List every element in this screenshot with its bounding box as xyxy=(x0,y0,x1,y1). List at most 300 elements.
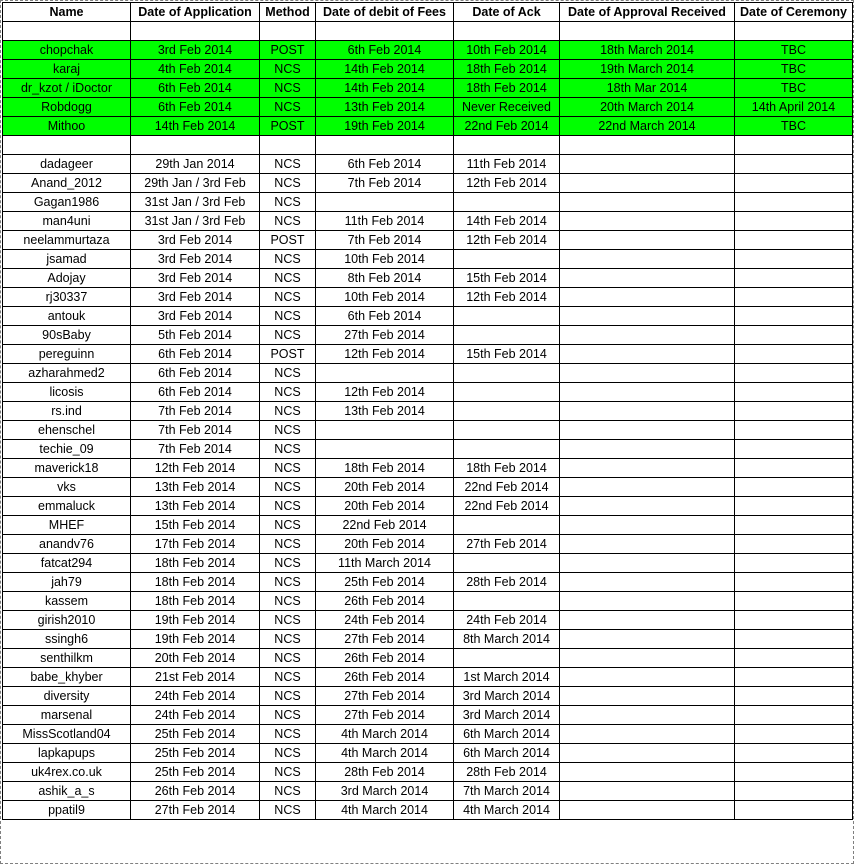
cell-name[interactable]: emmaluck xyxy=(3,497,131,516)
cell-date-of-debit[interactable]: 12th Feb 2014 xyxy=(316,345,454,364)
cell-method[interactable]: NCS xyxy=(260,250,316,269)
cell-date-of-ceremony[interactable]: TBC xyxy=(735,79,853,98)
cell-date-of-approval[interactable]: 22nd March 2014 xyxy=(560,117,735,136)
cell-method[interactable]: NCS xyxy=(260,326,316,345)
col-header-date-of-ceremony[interactable]: Date of Ceremony xyxy=(735,3,853,22)
cell-date-of-application[interactable]: 6th Feb 2014 xyxy=(131,364,260,383)
cell-date-of-ack[interactable]: 22nd Feb 2014 xyxy=(454,478,560,497)
cell-method[interactable]: NCS xyxy=(260,60,316,79)
cell-date-of-ack[interactable] xyxy=(454,364,560,383)
cell-date-of-approval[interactable] xyxy=(560,687,735,706)
cell-date-of-application[interactable]: 7th Feb 2014 xyxy=(131,402,260,421)
cell-date-of-ceremony[interactable] xyxy=(735,554,853,573)
empty-cell[interactable] xyxy=(260,136,316,155)
cell-date-of-ceremony[interactable] xyxy=(735,269,853,288)
cell-date-of-ack[interactable]: 18th Feb 2014 xyxy=(454,60,560,79)
cell-name[interactable]: kassem xyxy=(3,592,131,611)
cell-name[interactable]: dr_kzot / iDoctor xyxy=(3,79,131,98)
cell-date-of-ceremony[interactable] xyxy=(735,250,853,269)
empty-cell[interactable] xyxy=(735,136,853,155)
cell-date-of-ceremony[interactable] xyxy=(735,611,853,630)
cell-method[interactable]: NCS xyxy=(260,155,316,174)
cell-method[interactable]: POST xyxy=(260,41,316,60)
cell-method[interactable]: NCS xyxy=(260,288,316,307)
cell-method[interactable]: NCS xyxy=(260,554,316,573)
cell-name[interactable]: azharahmed2 xyxy=(3,364,131,383)
cell-date-of-ceremony[interactable] xyxy=(735,497,853,516)
cell-method[interactable]: NCS xyxy=(260,383,316,402)
cell-date-of-debit[interactable]: 19th Feb 2014 xyxy=(316,117,454,136)
cell-date-of-ack[interactable]: 3rd March 2014 xyxy=(454,687,560,706)
cell-name[interactable]: babe_khyber xyxy=(3,668,131,687)
cell-date-of-application[interactable]: 24th Feb 2014 xyxy=(131,687,260,706)
cell-method[interactable]: NCS xyxy=(260,193,316,212)
cell-method[interactable]: NCS xyxy=(260,763,316,782)
cell-date-of-ceremony[interactable] xyxy=(735,516,853,535)
cell-date-of-ack[interactable]: 6th March 2014 xyxy=(454,744,560,763)
cell-date-of-debit[interactable]: 14th Feb 2014 xyxy=(316,79,454,98)
cell-date-of-ack[interactable] xyxy=(454,649,560,668)
col-header-date-of-approval[interactable]: Date of Approval Received xyxy=(560,3,735,22)
cell-date-of-ceremony[interactable] xyxy=(735,744,853,763)
cell-date-of-ack[interactable]: 8th March 2014 xyxy=(454,630,560,649)
cell-date-of-debit[interactable]: 10th Feb 2014 xyxy=(316,250,454,269)
cell-name[interactable]: diversity xyxy=(3,687,131,706)
cell-method[interactable]: NCS xyxy=(260,269,316,288)
cell-method[interactable]: NCS xyxy=(260,98,316,117)
cell-date-of-ack[interactable]: 1st March 2014 xyxy=(454,668,560,687)
cell-date-of-debit[interactable]: 28th Feb 2014 xyxy=(316,763,454,782)
cell-date-of-application[interactable]: 26th Feb 2014 xyxy=(131,782,260,801)
cell-name[interactable]: Adojay xyxy=(3,269,131,288)
cell-date-of-ceremony[interactable] xyxy=(735,402,853,421)
cell-date-of-debit[interactable]: 26th Feb 2014 xyxy=(316,649,454,668)
col-header-method[interactable]: Method xyxy=(260,3,316,22)
cell-date-of-ack[interactable] xyxy=(454,307,560,326)
cell-date-of-approval[interactable]: 19th March 2014 xyxy=(560,60,735,79)
cell-name[interactable]: antouk xyxy=(3,307,131,326)
cell-date-of-debit[interactable]: 3rd March 2014 xyxy=(316,782,454,801)
cell-date-of-approval[interactable] xyxy=(560,535,735,554)
cell-date-of-approval[interactable] xyxy=(560,212,735,231)
cell-date-of-debit[interactable]: 20th Feb 2014 xyxy=(316,478,454,497)
cell-date-of-ceremony[interactable] xyxy=(735,573,853,592)
cell-date-of-ceremony[interactable] xyxy=(735,421,853,440)
cell-date-of-ceremony[interactable]: TBC xyxy=(735,41,853,60)
cell-name[interactable]: marsenal xyxy=(3,706,131,725)
cell-name[interactable]: Anand_2012 xyxy=(3,174,131,193)
cell-method[interactable]: NCS xyxy=(260,459,316,478)
cell-date-of-approval[interactable] xyxy=(560,592,735,611)
cell-date-of-application[interactable]: 3rd Feb 2014 xyxy=(131,288,260,307)
cell-date-of-approval[interactable] xyxy=(560,478,735,497)
cell-name[interactable]: MHEF xyxy=(3,516,131,535)
cell-date-of-application[interactable]: 7th Feb 2014 xyxy=(131,440,260,459)
cell-date-of-approval[interactable] xyxy=(560,706,735,725)
cell-method[interactable]: NCS xyxy=(260,592,316,611)
cell-date-of-application[interactable]: 14th Feb 2014 xyxy=(131,117,260,136)
col-header-date-of-debit[interactable]: Date of debit of Fees xyxy=(316,3,454,22)
cell-date-of-ceremony[interactable] xyxy=(735,592,853,611)
cell-method[interactable]: NCS xyxy=(260,174,316,193)
cell-date-of-application[interactable]: 19th Feb 2014 xyxy=(131,630,260,649)
cell-date-of-application[interactable]: 17th Feb 2014 xyxy=(131,535,260,554)
cell-name[interactable]: senthilkm xyxy=(3,649,131,668)
cell-date-of-approval[interactable] xyxy=(560,649,735,668)
cell-date-of-ceremony[interactable] xyxy=(735,288,853,307)
cell-name[interactable]: uk4rex.co.uk xyxy=(3,763,131,782)
cell-date-of-debit[interactable]: 27th Feb 2014 xyxy=(316,687,454,706)
cell-date-of-ack[interactable]: 4th March 2014 xyxy=(454,801,560,820)
cell-name[interactable]: jsamad xyxy=(3,250,131,269)
cell-method[interactable]: NCS xyxy=(260,212,316,231)
cell-date-of-approval[interactable]: 18th March 2014 xyxy=(560,41,735,60)
cell-method[interactable]: NCS xyxy=(260,307,316,326)
cell-date-of-debit[interactable]: 4th March 2014 xyxy=(316,725,454,744)
cell-date-of-debit[interactable] xyxy=(316,421,454,440)
cell-method[interactable]: NCS xyxy=(260,725,316,744)
cell-date-of-ack[interactable]: 14th Feb 2014 xyxy=(454,212,560,231)
cell-name[interactable]: ssingh6 xyxy=(3,630,131,649)
cell-date-of-debit[interactable]: 20th Feb 2014 xyxy=(316,497,454,516)
cell-name[interactable]: karaj xyxy=(3,60,131,79)
cell-date-of-application[interactable]: 6th Feb 2014 xyxy=(131,383,260,402)
cell-date-of-ceremony[interactable] xyxy=(735,345,853,364)
cell-date-of-ceremony[interactable] xyxy=(735,801,853,820)
cell-date-of-ceremony[interactable] xyxy=(735,307,853,326)
cell-date-of-ceremony[interactable] xyxy=(735,478,853,497)
cell-date-of-approval[interactable] xyxy=(560,763,735,782)
cell-date-of-ceremony[interactable] xyxy=(735,687,853,706)
cell-date-of-ceremony[interactable] xyxy=(735,535,853,554)
cell-method[interactable]: NCS xyxy=(260,630,316,649)
cell-date-of-application[interactable]: 20th Feb 2014 xyxy=(131,649,260,668)
cell-date-of-debit[interactable]: 13th Feb 2014 xyxy=(316,402,454,421)
cell-date-of-ceremony[interactable] xyxy=(735,231,853,250)
cell-date-of-ack[interactable] xyxy=(454,516,560,535)
cell-date-of-application[interactable]: 4th Feb 2014 xyxy=(131,60,260,79)
cell-date-of-approval[interactable] xyxy=(560,326,735,345)
cell-date-of-ack[interactable]: 15th Feb 2014 xyxy=(454,345,560,364)
cell-date-of-ack[interactable]: 12th Feb 2014 xyxy=(454,231,560,250)
cell-date-of-approval[interactable] xyxy=(560,174,735,193)
cell-date-of-debit[interactable] xyxy=(316,364,454,383)
cell-date-of-ceremony[interactable] xyxy=(735,155,853,174)
cell-date-of-ceremony[interactable]: TBC xyxy=(735,117,853,136)
cell-name[interactable]: 90sBaby xyxy=(3,326,131,345)
cell-date-of-application[interactable]: 5th Feb 2014 xyxy=(131,326,260,345)
cell-method[interactable]: NCS xyxy=(260,497,316,516)
cell-date-of-ack[interactable] xyxy=(454,592,560,611)
cell-date-of-application[interactable]: 19th Feb 2014 xyxy=(131,611,260,630)
cell-method[interactable]: NCS xyxy=(260,478,316,497)
cell-date-of-ack[interactable] xyxy=(454,402,560,421)
cell-date-of-debit[interactable]: 7th Feb 2014 xyxy=(316,231,454,250)
cell-date-of-application[interactable]: 31st Jan / 3rd Feb xyxy=(131,193,260,212)
cell-name[interactable]: jah79 xyxy=(3,573,131,592)
cell-method[interactable]: POST xyxy=(260,345,316,364)
cell-date-of-approval[interactable] xyxy=(560,668,735,687)
cell-date-of-ack[interactable] xyxy=(454,421,560,440)
cell-date-of-application[interactable]: 21st Feb 2014 xyxy=(131,668,260,687)
empty-cell[interactable] xyxy=(560,136,735,155)
cell-date-of-debit[interactable]: 6th Feb 2014 xyxy=(316,307,454,326)
cell-method[interactable]: NCS xyxy=(260,668,316,687)
empty-cell[interactable] xyxy=(3,136,131,155)
col-header-date-of-ack[interactable]: Date of Ack xyxy=(454,3,560,22)
cell-date-of-approval[interactable] xyxy=(560,155,735,174)
cell-name[interactable]: vks xyxy=(3,478,131,497)
cell-date-of-approval[interactable] xyxy=(560,231,735,250)
cell-date-of-approval[interactable] xyxy=(560,250,735,269)
cell-date-of-debit[interactable]: 24th Feb 2014 xyxy=(316,611,454,630)
cell-date-of-approval[interactable] xyxy=(560,573,735,592)
cell-method[interactable]: POST xyxy=(260,117,316,136)
cell-date-of-debit[interactable]: 25th Feb 2014 xyxy=(316,573,454,592)
cell-name[interactable]: Gagan1986 xyxy=(3,193,131,212)
cell-name[interactable]: ehenschel xyxy=(3,421,131,440)
cell-date-of-approval[interactable] xyxy=(560,345,735,364)
cell-date-of-ack[interactable] xyxy=(454,326,560,345)
cell-date-of-ceremony[interactable] xyxy=(735,383,853,402)
empty-cell[interactable] xyxy=(260,22,316,41)
cell-date-of-application[interactable]: 13th Feb 2014 xyxy=(131,478,260,497)
cell-date-of-ceremony[interactable]: TBC xyxy=(735,60,853,79)
cell-date-of-application[interactable]: 25th Feb 2014 xyxy=(131,725,260,744)
cell-date-of-ceremony[interactable] xyxy=(735,459,853,478)
cell-date-of-ceremony[interactable] xyxy=(735,649,853,668)
empty-cell[interactable] xyxy=(735,22,853,41)
empty-cell[interactable] xyxy=(316,22,454,41)
cell-method[interactable]: NCS xyxy=(260,573,316,592)
empty-cell[interactable] xyxy=(3,22,131,41)
cell-date-of-ack[interactable]: 15th Feb 2014 xyxy=(454,269,560,288)
cell-date-of-application[interactable]: 15th Feb 2014 xyxy=(131,516,260,535)
cell-method[interactable]: NCS xyxy=(260,535,316,554)
col-header-date-of-application[interactable]: Date of Application xyxy=(131,3,260,22)
cell-date-of-ceremony[interactable] xyxy=(735,193,853,212)
cell-name[interactable]: girish2010 xyxy=(3,611,131,630)
cell-date-of-ack[interactable]: Never Received xyxy=(454,98,560,117)
cell-date-of-debit[interactable]: 6th Feb 2014 xyxy=(316,41,454,60)
cell-date-of-debit[interactable]: 26th Feb 2014 xyxy=(316,592,454,611)
cell-date-of-ack[interactable]: 12th Feb 2014 xyxy=(454,288,560,307)
cell-date-of-application[interactable]: 6th Feb 2014 xyxy=(131,98,260,117)
empty-cell[interactable] xyxy=(131,136,260,155)
cell-date-of-ceremony[interactable] xyxy=(735,440,853,459)
cell-date-of-approval[interactable] xyxy=(560,364,735,383)
cell-date-of-approval[interactable] xyxy=(560,516,735,535)
cell-date-of-debit[interactable]: 8th Feb 2014 xyxy=(316,269,454,288)
cell-date-of-ack[interactable]: 18th Feb 2014 xyxy=(454,459,560,478)
cell-date-of-ack[interactable]: 22nd Feb 2014 xyxy=(454,497,560,516)
cell-date-of-approval[interactable] xyxy=(560,611,735,630)
cell-name[interactable]: rs.ind xyxy=(3,402,131,421)
cell-date-of-ack[interactable]: 28th Feb 2014 xyxy=(454,573,560,592)
cell-date-of-ack[interactable]: 3rd March 2014 xyxy=(454,706,560,725)
cell-date-of-ack[interactable] xyxy=(454,554,560,573)
cell-date-of-approval[interactable] xyxy=(560,307,735,326)
cell-date-of-debit[interactable]: 18th Feb 2014 xyxy=(316,459,454,478)
cell-date-of-approval[interactable] xyxy=(560,782,735,801)
cell-date-of-application[interactable]: 24th Feb 2014 xyxy=(131,706,260,725)
cell-date-of-ceremony[interactable] xyxy=(735,326,853,345)
cell-date-of-debit[interactable]: 27th Feb 2014 xyxy=(316,706,454,725)
cell-date-of-debit[interactable]: 12th Feb 2014 xyxy=(316,383,454,402)
cell-date-of-approval[interactable] xyxy=(560,459,735,478)
cell-date-of-ack[interactable]: 12th Feb 2014 xyxy=(454,174,560,193)
cell-method[interactable]: NCS xyxy=(260,706,316,725)
cell-date-of-ack[interactable]: 27th Feb 2014 xyxy=(454,535,560,554)
cell-date-of-ceremony[interactable] xyxy=(735,212,853,231)
cell-date-of-ack[interactable]: 11th Feb 2014 xyxy=(454,155,560,174)
empty-cell[interactable] xyxy=(316,136,454,155)
cell-method[interactable]: NCS xyxy=(260,421,316,440)
cell-date-of-debit[interactable]: 11th Feb 2014 xyxy=(316,212,454,231)
col-header-name[interactable]: Name xyxy=(3,3,131,22)
cell-date-of-application[interactable]: 25th Feb 2014 xyxy=(131,744,260,763)
cell-date-of-debit[interactable]: 4th March 2014 xyxy=(316,744,454,763)
cell-date-of-approval[interactable] xyxy=(560,421,735,440)
empty-cell[interactable] xyxy=(560,22,735,41)
cell-date-of-ceremony[interactable] xyxy=(735,782,853,801)
cell-method[interactable]: NCS xyxy=(260,402,316,421)
cell-date-of-application[interactable]: 25th Feb 2014 xyxy=(131,763,260,782)
cell-date-of-ack[interactable] xyxy=(454,250,560,269)
cell-method[interactable]: POST xyxy=(260,231,316,250)
cell-date-of-approval[interactable] xyxy=(560,744,735,763)
cell-method[interactable]: NCS xyxy=(260,801,316,820)
cell-date-of-debit[interactable]: 26th Feb 2014 xyxy=(316,668,454,687)
cell-date-of-ack[interactable] xyxy=(454,193,560,212)
cell-name[interactable]: chopchak xyxy=(3,41,131,60)
cell-date-of-ceremony[interactable] xyxy=(735,630,853,649)
cell-date-of-ceremony[interactable] xyxy=(735,668,853,687)
cell-date-of-approval[interactable] xyxy=(560,440,735,459)
cell-date-of-application[interactable]: 13th Feb 2014 xyxy=(131,497,260,516)
cell-method[interactable]: NCS xyxy=(260,364,316,383)
cell-date-of-debit[interactable]: 14th Feb 2014 xyxy=(316,60,454,79)
cell-date-of-debit[interactable]: 22nd Feb 2014 xyxy=(316,516,454,535)
cell-date-of-application[interactable]: 3rd Feb 2014 xyxy=(131,231,260,250)
cell-date-of-application[interactable]: 6th Feb 2014 xyxy=(131,345,260,364)
empty-cell[interactable] xyxy=(454,136,560,155)
cell-date-of-application[interactable]: 3rd Feb 2014 xyxy=(131,250,260,269)
cell-name[interactable]: fatcat294 xyxy=(3,554,131,573)
cell-name[interactable]: rj30337 xyxy=(3,288,131,307)
cell-date-of-application[interactable]: 27th Feb 2014 xyxy=(131,801,260,820)
cell-date-of-approval[interactable] xyxy=(560,402,735,421)
cell-date-of-application[interactable]: 7th Feb 2014 xyxy=(131,421,260,440)
cell-date-of-approval[interactable] xyxy=(560,497,735,516)
cell-date-of-application[interactable]: 29th Jan 2014 xyxy=(131,155,260,174)
cell-date-of-ack[interactable]: 10th Feb 2014 xyxy=(454,41,560,60)
cell-date-of-application[interactable]: 31st Jan / 3rd Feb xyxy=(131,212,260,231)
cell-date-of-ceremony[interactable] xyxy=(735,364,853,383)
cell-date-of-approval[interactable] xyxy=(560,193,735,212)
cell-date-of-approval[interactable] xyxy=(560,383,735,402)
cell-method[interactable]: NCS xyxy=(260,744,316,763)
cell-date-of-application[interactable]: 12th Feb 2014 xyxy=(131,459,260,478)
empty-cell[interactable] xyxy=(131,22,260,41)
cell-date-of-approval[interactable]: 20th March 2014 xyxy=(560,98,735,117)
cell-method[interactable]: NCS xyxy=(260,440,316,459)
cell-method[interactable]: NCS xyxy=(260,79,316,98)
cell-date-of-ack[interactable]: 6th March 2014 xyxy=(454,725,560,744)
cell-method[interactable]: NCS xyxy=(260,649,316,668)
cell-date-of-application[interactable]: 29th Jan / 3rd Feb xyxy=(131,174,260,193)
cell-name[interactable]: dadageer xyxy=(3,155,131,174)
empty-cell[interactable] xyxy=(454,22,560,41)
cell-date-of-application[interactable]: 6th Feb 2014 xyxy=(131,79,260,98)
cell-date-of-debit[interactable]: 11th March 2014 xyxy=(316,554,454,573)
cell-date-of-debit[interactable]: 13th Feb 2014 xyxy=(316,98,454,117)
cell-name[interactable]: licosis xyxy=(3,383,131,402)
cell-date-of-debit[interactable]: 10th Feb 2014 xyxy=(316,288,454,307)
cell-date-of-application[interactable]: 3rd Feb 2014 xyxy=(131,269,260,288)
cell-date-of-ceremony[interactable] xyxy=(735,763,853,782)
cell-name[interactable]: maverick18 xyxy=(3,459,131,478)
cell-date-of-approval[interactable] xyxy=(560,269,735,288)
cell-date-of-debit[interactable]: 27th Feb 2014 xyxy=(316,630,454,649)
cell-date-of-ack[interactable]: 24th Feb 2014 xyxy=(454,611,560,630)
cell-name[interactable]: Robdogg xyxy=(3,98,131,117)
cell-name[interactable]: ppatil9 xyxy=(3,801,131,820)
cell-name[interactable]: ashik_a_s xyxy=(3,782,131,801)
cell-date-of-application[interactable]: 18th Feb 2014 xyxy=(131,592,260,611)
cell-method[interactable]: NCS xyxy=(260,782,316,801)
cell-date-of-debit[interactable]: 20th Feb 2014 xyxy=(316,535,454,554)
cell-date-of-debit[interactable]: 7th Feb 2014 xyxy=(316,174,454,193)
cell-date-of-approval[interactable] xyxy=(560,288,735,307)
cell-name[interactable]: pereguinn xyxy=(3,345,131,364)
cell-date-of-debit[interactable]: 6th Feb 2014 xyxy=(316,155,454,174)
cell-name[interactable]: man4uni xyxy=(3,212,131,231)
cell-method[interactable]: NCS xyxy=(260,516,316,535)
cell-name[interactable]: anandv76 xyxy=(3,535,131,554)
cell-date-of-application[interactable]: 3rd Feb 2014 xyxy=(131,41,260,60)
cell-date-of-ceremony[interactable] xyxy=(735,706,853,725)
cell-name[interactable]: techie_09 xyxy=(3,440,131,459)
cell-name[interactable]: Mithoo xyxy=(3,117,131,136)
cell-date-of-application[interactable]: 18th Feb 2014 xyxy=(131,554,260,573)
cell-date-of-approval[interactable] xyxy=(560,801,735,820)
cell-date-of-approval[interactable] xyxy=(560,630,735,649)
cell-date-of-approval[interactable] xyxy=(560,554,735,573)
cell-date-of-debit[interactable]: 4th March 2014 xyxy=(316,801,454,820)
cell-name[interactable]: lapkapups xyxy=(3,744,131,763)
cell-date-of-ack[interactable] xyxy=(454,383,560,402)
cell-date-of-ceremony[interactable]: 14th April 2014 xyxy=(735,98,853,117)
cell-date-of-application[interactable]: 3rd Feb 2014 xyxy=(131,307,260,326)
cell-method[interactable]: NCS xyxy=(260,611,316,630)
cell-date-of-debit[interactable]: 27th Feb 2014 xyxy=(316,326,454,345)
cell-date-of-approval[interactable]: 18th Mar 2014 xyxy=(560,79,735,98)
cell-name[interactable]: neelammurtaza xyxy=(3,231,131,250)
cell-date-of-ceremony[interactable] xyxy=(735,174,853,193)
cell-date-of-ceremony[interactable] xyxy=(735,725,853,744)
cell-date-of-ack[interactable] xyxy=(454,440,560,459)
cell-date-of-ack[interactable]: 28th Feb 2014 xyxy=(454,763,560,782)
cell-date-of-debit[interactable] xyxy=(316,440,454,459)
cell-method[interactable]: NCS xyxy=(260,687,316,706)
cell-date-of-ack[interactable]: 22nd Feb 2014 xyxy=(454,117,560,136)
cell-date-of-debit[interactable] xyxy=(316,193,454,212)
cell-date-of-application[interactable]: 18th Feb 2014 xyxy=(131,573,260,592)
cell-date-of-approval[interactable] xyxy=(560,725,735,744)
cell-name[interactable]: MissScotland04 xyxy=(3,725,131,744)
cell-date-of-ack[interactable]: 18th Feb 2014 xyxy=(454,79,560,98)
